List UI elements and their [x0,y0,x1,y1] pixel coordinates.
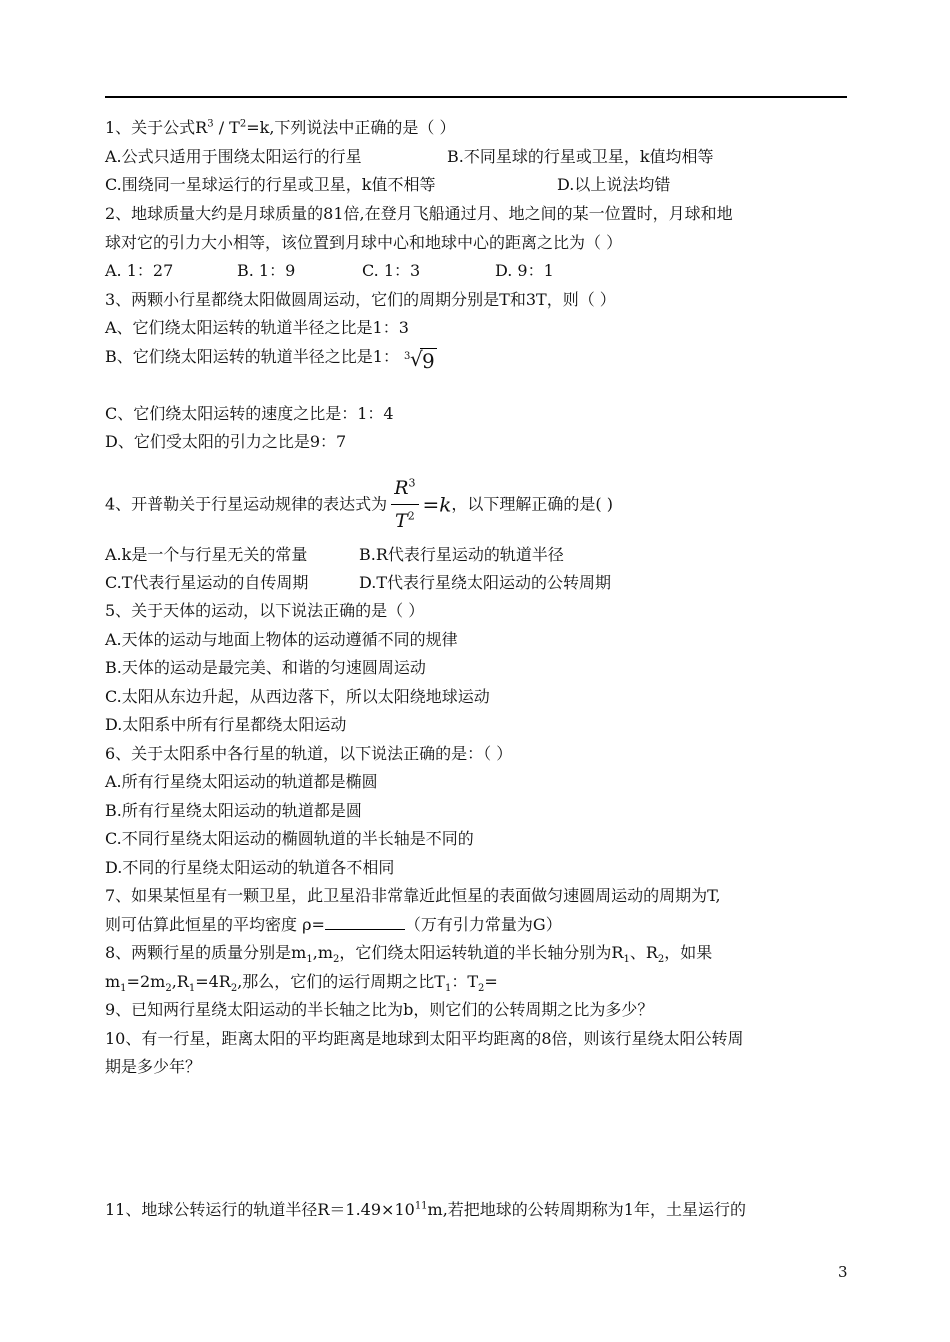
q6-option-b: B.所有行星绕太阳运动的轨道都是圆 [105,801,362,820]
q4-option-b: B.R代表行星运动的轨道半径 [359,545,564,564]
q5-option-b: B.天体的运动是最完美、和谐的匀速圆周运动 [105,658,426,677]
q8-line2: $m_1=2m_2,R_1=4R_2$,那么，它们的运行周期之比$T_1$：$T_2=$ [105,972,498,995]
q1-option-c: C.围绕同一星球运行的行星或卫星，k值不相等 [105,175,436,194]
q4-option-d: D.T代表行星绕太阳运动的公转周期 [359,573,612,592]
q3-option-b: B、它们绕太阳运转的轨道半径之比是1： 3 √ 9 [105,347,435,373]
q1-option-b: B.不同星球的行星或卫星，k值均相等 [447,147,714,166]
q4-option-c: C.T代表行星运动的自传周期 [105,573,309,592]
q2-option-d: D. 9：1 [495,261,554,280]
q6-option-a: A.所有行星绕太阳运动的轨道都是椭圆 [105,772,378,791]
q6-option-d: D.不同的行星绕太阳运动的轨道各不相同 [105,858,395,877]
q1-option-d: D.以上说法均错 [557,175,671,194]
q3-option-a: A、它们绕太阳运转的轨道半径之比是1：3 [105,318,409,337]
q2-option-a: A. 1：27 [105,261,174,280]
q2-option-c: C. 1：3 [362,261,421,280]
q2-option-b: B. 1：9 [237,261,296,280]
q1-stem: 1、关于公式$R^3 / T^2=k$,下列说法中正确的是（ ） [105,118,456,137]
q7-line2: 则可估算此恒星的平均密度 ρ= （万有引力常量为G） [105,915,562,934]
answer-blank [325,915,405,930]
cube-root-expression: 3 √ 9 [404,347,435,373]
q5-option-a: A.天体的运动与地面上物体的运动遵循不同的规律 [105,630,458,649]
q5-option-c: C.太阳从东边升起，从西边落下，所以太阳绕地球运动 [105,687,490,706]
q3-option-d: D、它们受太阳的引力之比是9：7 [105,432,347,451]
header-rule [105,96,847,98]
kepler-formula: $\frac{R^3}{T^2}$ [391,474,418,535]
q3-option-c: C、它们绕太阳运转的速度之比是：1：4 [105,404,394,423]
q2-stem-line1: 2、地球质量大约是月球质量的81倍,在登月飞船通过月、地之间的某一位置时，月球和地 [105,204,733,223]
q4-option-a: A.k是一个与行星无关的常量 [105,545,308,564]
q10-line1: 10、有一行星，距离太阳的平均距离是地球到太阳平均距离的8倍，则该行星绕太阳公转周 [105,1029,744,1048]
q3-stem: 3、两颗小行星都绕太阳做圆周运动，它们的周期分别是T和3T，则（ ） [105,290,616,309]
page-number: 3 [838,1263,848,1281]
q9-stem: 9、已知两行星绕太阳运动的半长轴之比为b，则它们的公转周期之比为多少？ [105,1000,654,1019]
q11-line1: 11、地球公转运行的轨道半径$R=1.49\times 10^{11}m$,若把地球的公转周期称为1年，土星运行的 [105,1200,746,1219]
q8-line1: 8、两颗行星的质量分别是$m_1,m_2$，它们绕太阳运转轨道的半长轴分别为$R_1$、$R_2$，如果 [105,943,713,966]
q2-stem-line2: 球对它的引力大小相等，该位置到月球中心和地球中心的距离之比为（ ） [105,233,623,252]
q6-option-c: C.不同行星绕太阳运动的椭圆轨道的半长轴是不同的 [105,829,474,848]
q5-option-d: D.太阳系中所有行星都绕太阳运动 [105,715,347,734]
q5-stem: 5、关于天体的运动，以下说法正确的是（ ） [105,601,425,620]
q7-line1: 7、如果某恒星有一颗卫星，此卫星沿非常靠近此恒星的表面做匀速圆周运动的周期为T, [105,886,721,905]
q6-stem: 6、关于太阳系中各行星的轨道，以下说法正确的是：（ ） [105,744,513,763]
q4-stem: 4、开普勒关于行星运动规律的表达式为 $\frac{R^3}{T^2}$ =k，以下理解正确的是( ) [105,474,613,535]
q1-option-a: A.公式只适用于围绕太阳运行的行星 [105,147,362,166]
q10-line2: 期是多少年？ [105,1057,202,1076]
